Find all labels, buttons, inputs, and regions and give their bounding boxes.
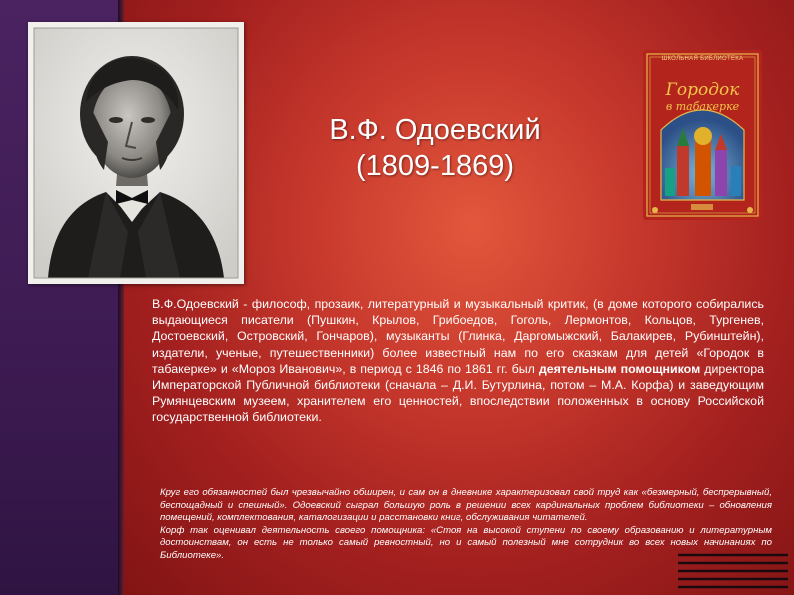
biography-text [152, 296, 764, 426]
odoevsky-portrait [28, 22, 244, 284]
bio-part1: В.Ф.Одоевский - философ, прозаик, литературный и музыкальный критик, (в доме которого собирались выдающиеся писатели (Пушкин, Крылов, Грибоедов, Гоголь, Лермонтов, Кольцов, Тургенев, Достоевский, Островский, Гончаров), музыканты (Глинка, Даргомыжский, Балакирев, Рубинштейн), издатели, ученые, путешественники) более известный нам по его сказкам для детей «Городок в табакерке» и «Мороз Иванович», в период с 1846 по 1861 гг. был [152, 297, 764, 376]
title-years: (1809-1869) [356, 150, 514, 182]
title-name: В.Ф. Одоевский [329, 114, 541, 146]
book-title-line2: в табакерке [665, 100, 740, 113]
quote-paragraph-1: Круг его обязанностей был чрезвычайно обширен, и сам он в дневнике характеризовал свой труд как «безмерный, беспрерывный, беспощадный и спешный». Одоевский сыграл большую роль в решении всех кардинальных проблем библиотеки – обновления помещений, комплектования, каталогизации и расстановки книг, обслуживания читателей. [160, 487, 772, 524]
bio-emphasis: деятельным помощником [538, 361, 701, 376]
quote-paragraph-2: Корф так оценивал деятельность своего помощника: «Стоя на высокой ступени по своему образованию и литературным достоинствам, он есть не только самый ревностный, но и самый полезный мне сотрудник во всех новых начинаниях по Библиотеке». [160, 524, 772, 561]
bio-part2: директора Императорской Публичной библиотеки (сначала – Д.И. Бутурлина, потом – М.А. Корфа) и заведующим Румянцевским музеем, хранителем его ценностей, впоследствии положенных в основу Российской государственной библиотеки. [152, 361, 764, 425]
book-cover [643, 50, 762, 220]
book-title-line1: Городок [665, 80, 740, 100]
slide-title [270, 112, 600, 184]
corner-decoration [678, 551, 788, 591]
book-series: ШКОЛЬНАЯ БИБЛИОТЕКА [661, 56, 744, 62]
